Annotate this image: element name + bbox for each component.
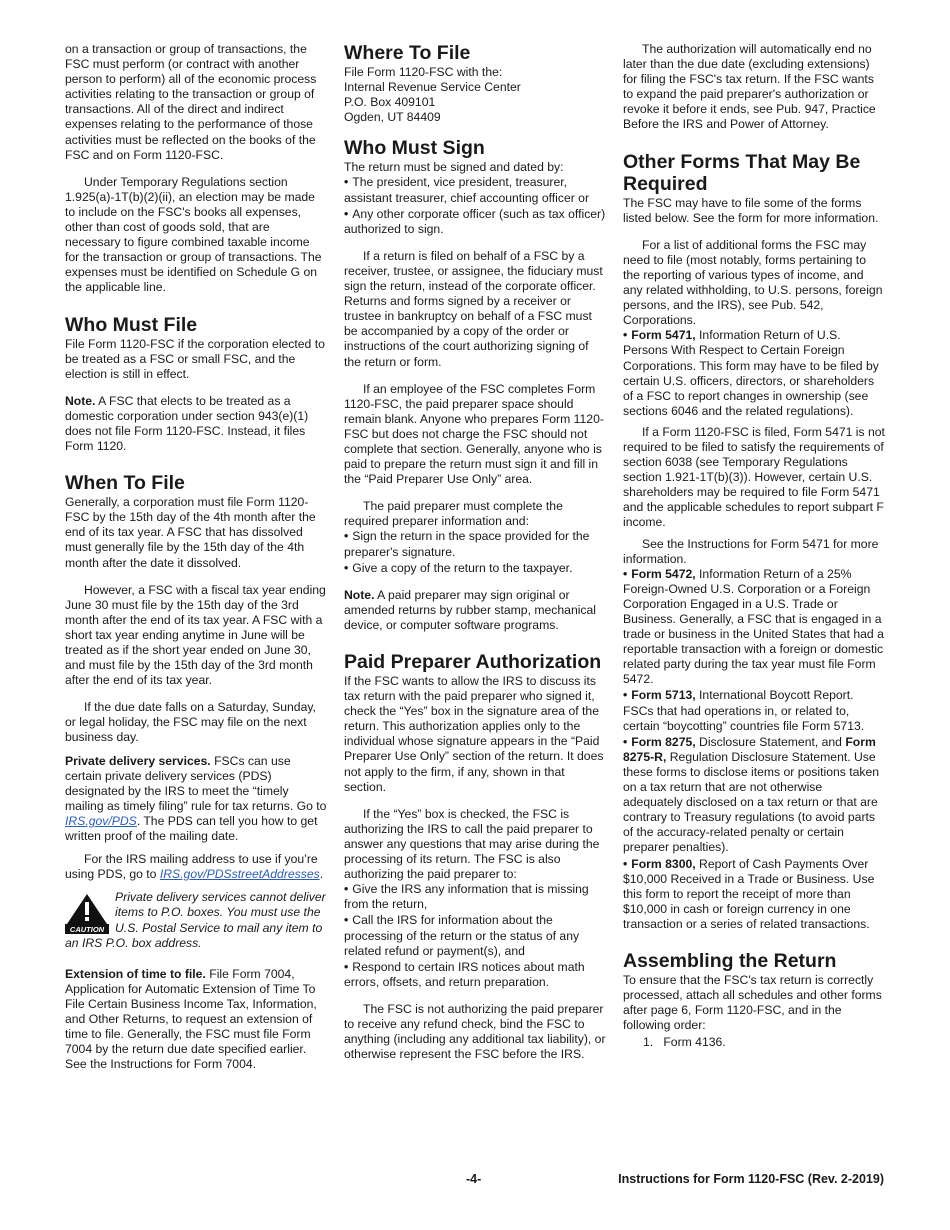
bullet-icon: •: [344, 529, 349, 544]
form-item-5471: [623, 328, 885, 419]
heading-assembling-the-return: Assembling the Return: [623, 949, 837, 972]
bullet-item: [344, 882, 606, 912]
paragraph: If a return is filed on behalf of a FSC by a receiver, trustee, or assignee, the fiduciary must sign the return, instead of the corporate officer. Returns and forms signed by a receiver or trustee in bankruptcy on behalf of a FSC must be accompanied by a copy of the order or instructions of the court authorizing signing of the return or form.: [344, 248, 603, 369]
form-description: Regulation Disclosure Statement. Use these forms to disclose items or positions taken on a tax return that are not otherwise adequately disclosed on a tax return or that are contrary to Treasury regulations (to avoid parts of the accuracy-related penalty or certain preparer penalties).: [623, 749, 880, 855]
item-text: Form 4136.: [663, 1035, 726, 1050]
form-item-5472: [623, 567, 885, 688]
form-description: Report of Cash Payments Over $10,000 Received in a Trade or Business. Use this form to report the receipt of more than $10,000 in cash or foreign currency in one transaction or a series of related transactions.: [623, 856, 875, 931]
bullet-text: Respond to certain IRS notices about math errors, offsets, and return preparation.: [344, 959, 585, 989]
bullet-text: Call the IRS for information about the processing of the return or the status of any related refund or payment(s), and: [344, 913, 580, 958]
page-number: -4-: [466, 1172, 482, 1186]
bullet-icon: •: [623, 328, 628, 343]
paragraph: If an employee of the FSC completes Form 1120-FSC, the paid preparer space should remain blank. Anyone who prepares Form 1120-FSC but does not charge the FSC should not complete that section. Generally, anyone who is paid to prepare the return must sign it and fill in the “Paid Preparer Use Only” area.: [344, 381, 604, 487]
form-label: Form 8275-R,: [623, 734, 876, 764]
bullet-icon: •: [623, 734, 628, 749]
form-label: Form 5472,: [631, 566, 696, 581]
period: .: [319, 867, 324, 882]
paragraph: If the FSC wants to allow the IRS to discuss its tax return with the paid preparer who signed it, check the “Yes” box in the signature area of the return. This authorization applies only to the individual whose signature appears in the “Paid Preparer Use Only” section of the return. It does not apply to the firm, if any, shown in that section.: [344, 674, 604, 794]
item-number: 1.: [643, 1035, 654, 1050]
address-line: Internal Revenue Service Center: [344, 80, 521, 95]
column-right: [623, 42, 885, 1062]
bullet-text: Sign the return in the space provided for the preparer's signature.: [344, 529, 590, 559]
paragraph: To ensure that the FSC's tax return is correctly processed, attach all schedules and other forms after page 6, Form 1120-FSC, and in the following order:: [623, 972, 882, 1033]
heading-who-must-file: Who Must File: [65, 313, 198, 336]
extension-label: Extension of time to file.: [65, 966, 206, 981]
bullet-icon: •: [344, 206, 349, 221]
pds-text: . The PDS can tell you how to get written proof of the mailing date.: [65, 813, 318, 844]
numbered-item: [623, 1035, 885, 1050]
paragraph: The paid preparer must complete the required preparer information and:: [344, 499, 563, 529]
paragraph: If a Form 1120-FSC is filed, Form 5471 is not required to be filed to satisfy the requirements of section 6038 (see Temporary Regulations section 1.921-1T(b)(3)). However, certain U.S. shareholders may be required to file Form 5471 and the applicable schedules to report subpart F income.: [623, 424, 885, 530]
extension-text: File Form 7004, Application for Automatic Extension of Time To File Certain Business Income Tax, Information, and Other Returns, to request an extension of time to file. Generally, the FSC must file Form 7004 by the return due date specified earlier. See the Instructions for Form 7004.: [65, 966, 317, 1072]
paragraph: If the “Yes” box is checked, the FSC is authorizing the IRS to call the paid preparer to answer any questions that may arise during the processing of its return. The FSC is also authorizing the paid preparer to:: [344, 806, 600, 882]
form-label: Form 8275,: [631, 734, 696, 749]
bullet-icon: •: [623, 566, 628, 581]
address-block: [344, 65, 606, 125]
note-paragraph: [344, 588, 606, 633]
form-item-8275: [623, 735, 885, 856]
form-label: Form 5713,: [631, 688, 696, 703]
paragraph: See the Instructions for Form 5471 for more information.: [623, 536, 879, 566]
bullet-item: [344, 175, 606, 205]
bullet-text: Any other corporate officer (such as tax officer) authorized to sign.: [344, 206, 606, 236]
form-item-5713: [623, 688, 885, 733]
extension-paragraph: [65, 967, 327, 1073]
bullet-text: Give a copy of the return to the taxpayer.: [352, 560, 573, 575]
bullet-text: Give the IRS any information that is missing from the return,: [344, 882, 589, 912]
pds-text: FSCs can use certain private delivery services (PDS) designated by the IRS to meet the “timely mailing as timely filing” rule for tax returns. Go to: [65, 753, 327, 813]
irs-pds-street-addresses-link[interactable]: IRS.gov/PDSstreetAddresses: [159, 867, 320, 882]
note-text: A paid preparer may sign original or amended returns by rubber stamp, mechanical device, or computer software programs.: [344, 587, 597, 632]
pds-address-text: For the IRS mailing address to use if you’re using PDS, go to: [65, 852, 318, 882]
heading-who-must-sign: Who Must Sign: [344, 137, 485, 160]
pds-paragraph: [65, 754, 327, 845]
bullet-icon: •: [344, 175, 349, 190]
address-line: P.O. Box 409101: [344, 95, 436, 110]
heading-where-to-file: Where To File: [344, 42, 471, 64]
bullet-icon: •: [344, 882, 349, 897]
bullet-item: [344, 913, 606, 958]
paragraph: The FSC may have to file some of the forms listed below. See the form for more information.: [623, 195, 879, 225]
bullet-icon: •: [623, 856, 628, 871]
bullet-item: [344, 561, 606, 576]
paragraph: on a transaction or group of transactions, the FSC must perform (or contract with another person to perform) all of the economic process activities relating to the transaction or group of transactions. All of the direct and indirect expenses relating to the performance of those activities must be reflected on the books of the FSC and on Form 1120-FSC.: [65, 42, 317, 162]
heading-when-to-file: When To File: [65, 472, 185, 495]
column-middle: [344, 42, 606, 1074]
address-line: Ogden, UT 84409: [344, 110, 441, 125]
form-description: Disclosure Statement, and: [695, 734, 846, 749]
form-label: Form 5471,: [631, 328, 696, 343]
form-item-8300: [623, 857, 885, 932]
form-description: Information Return of a 25% Foreign-Owned U.S. Corporation or a Foreign Corporation Engaged in a U.S. Trade or Business. Generally, a FSC that is engaged in a trade or business in the United States that had a reportable transaction with a foreign or domestic related party during the tax year must file Form 5472.: [623, 566, 884, 687]
form-label: Form 8300,: [631, 856, 696, 871]
paragraph: File Form 1120-FSC if the corporation elected to be treated as a FSC or small FSC, and the election is still in effect.: [65, 336, 325, 381]
pds-address-paragraph: [65, 852, 327, 882]
paragraph: The return must be signed and dated by:: [344, 160, 564, 175]
paragraph: However, a FSC with a fiscal tax year ending June 30 must file by the 15th day of the 3rd month after the end of its tax year. A FSC with a short tax year ending anytime in June will be treated as if the short year ended on June 30, and must file by the 15th day of the 3rd month after the end of its tax year.: [65, 582, 326, 688]
note-label: Note.: [65, 393, 96, 408]
irs-pds-link[interactable]: IRS.gov/PDS: [65, 813, 137, 828]
heading-other-forms: Other Forms That May Be Required: [623, 150, 861, 195]
note-text: A FSC that elects to be treated as a domestic corporation under section 943(e)(1) does not file Form 1120-FSC. Instead, it files Form 1120.: [65, 393, 309, 454]
paragraph: The authorization will automatically end no later than the due date (excluding extensions) for filing the FSC's tax return. If the FSC wants to expand the paid preparer's authorization or revoke it before it ends, see Pub. 947, Practice Before the IRS and Power of Attorney.: [623, 42, 876, 132]
bullet-item: [344, 960, 606, 990]
caution-label: CAUTION: [69, 925, 105, 935]
address-intro: File Form 1120-FSC with the:: [344, 65, 503, 79]
caution-text: Private delivery services cannot deliver items to P.O. boxes. You must use the U.S. Postal Service to mail any item to an IRS P.O. box address.: [65, 890, 326, 950]
bullet-item: [344, 529, 606, 559]
paragraph: Under Temporary Regulations section 1.925(a)-1T(b)(2)(ii), an election may be made to include on the FSC's books all expenses, other than cost of goods sold, that are necessary to figure combined taxable income for the transaction or group of transactions. The expenses must be identified on Schedule G on the applicable line.: [65, 174, 322, 295]
note-paragraph: [65, 394, 327, 454]
pds-label: Private delivery services.: [65, 753, 211, 768]
paragraph: The FSC is not authorizing the paid preparer to receive any refund check, bind the FSC to anything (including any additional tax liability), or otherwise represent the FSC before the IRS.: [344, 1001, 606, 1062]
bullet-text: The president, vice president, treasurer, assistant treasurer, chief accounting officer or: [344, 175, 590, 205]
bullet-icon: •: [344, 560, 349, 575]
heading-paid-preparer-authorization: Paid Preparer Authorization: [344, 651, 602, 673]
caution-icon: [65, 892, 109, 934]
paragraph: If the due date falls on a Saturday, Sunday, or legal holiday, the FSC may file on the next business day.: [65, 700, 316, 745]
bullet-icon: •: [344, 959, 349, 974]
form-description: International Boycott Report. FSCs that had operations in, or related to, certain “boycotting” countries file Form 5713.: [623, 688, 865, 733]
caution-box: [65, 890, 327, 950]
column-left: [65, 42, 327, 1084]
paragraph: Generally, a corporation must file Form 1120-FSC by the 15th day of the 4th month after the end of its tax year. A FSC that has dissolved must generally file by the 15th day of the 4th month after the date it dissolved.: [65, 495, 316, 570]
bullet-icon: •: [623, 688, 628, 703]
note-label: Note.: [344, 587, 375, 602]
bullet-item: [344, 207, 606, 237]
form-description: Information Return of U.S. Persons With Respect to Certain Foreign Corporations. This form may have to be filed by certain U.S. officers, directors, or shareholders of a FSC to report changes in ownership (see sections 6046 and the related regulations).: [623, 328, 879, 418]
footer-title: Instructions for Form 1120-FSC (Rev. 2-2019): [618, 1172, 884, 1186]
paragraph: For a list of additional forms the FSC may need to file (most notably, forms pertaining to the reporting of various types of income, and any related withholding, to U.S. persons, foreign persons, and the IRS), see Pub. 542, Corporations.: [623, 237, 883, 328]
bullet-icon: •: [344, 913, 349, 928]
